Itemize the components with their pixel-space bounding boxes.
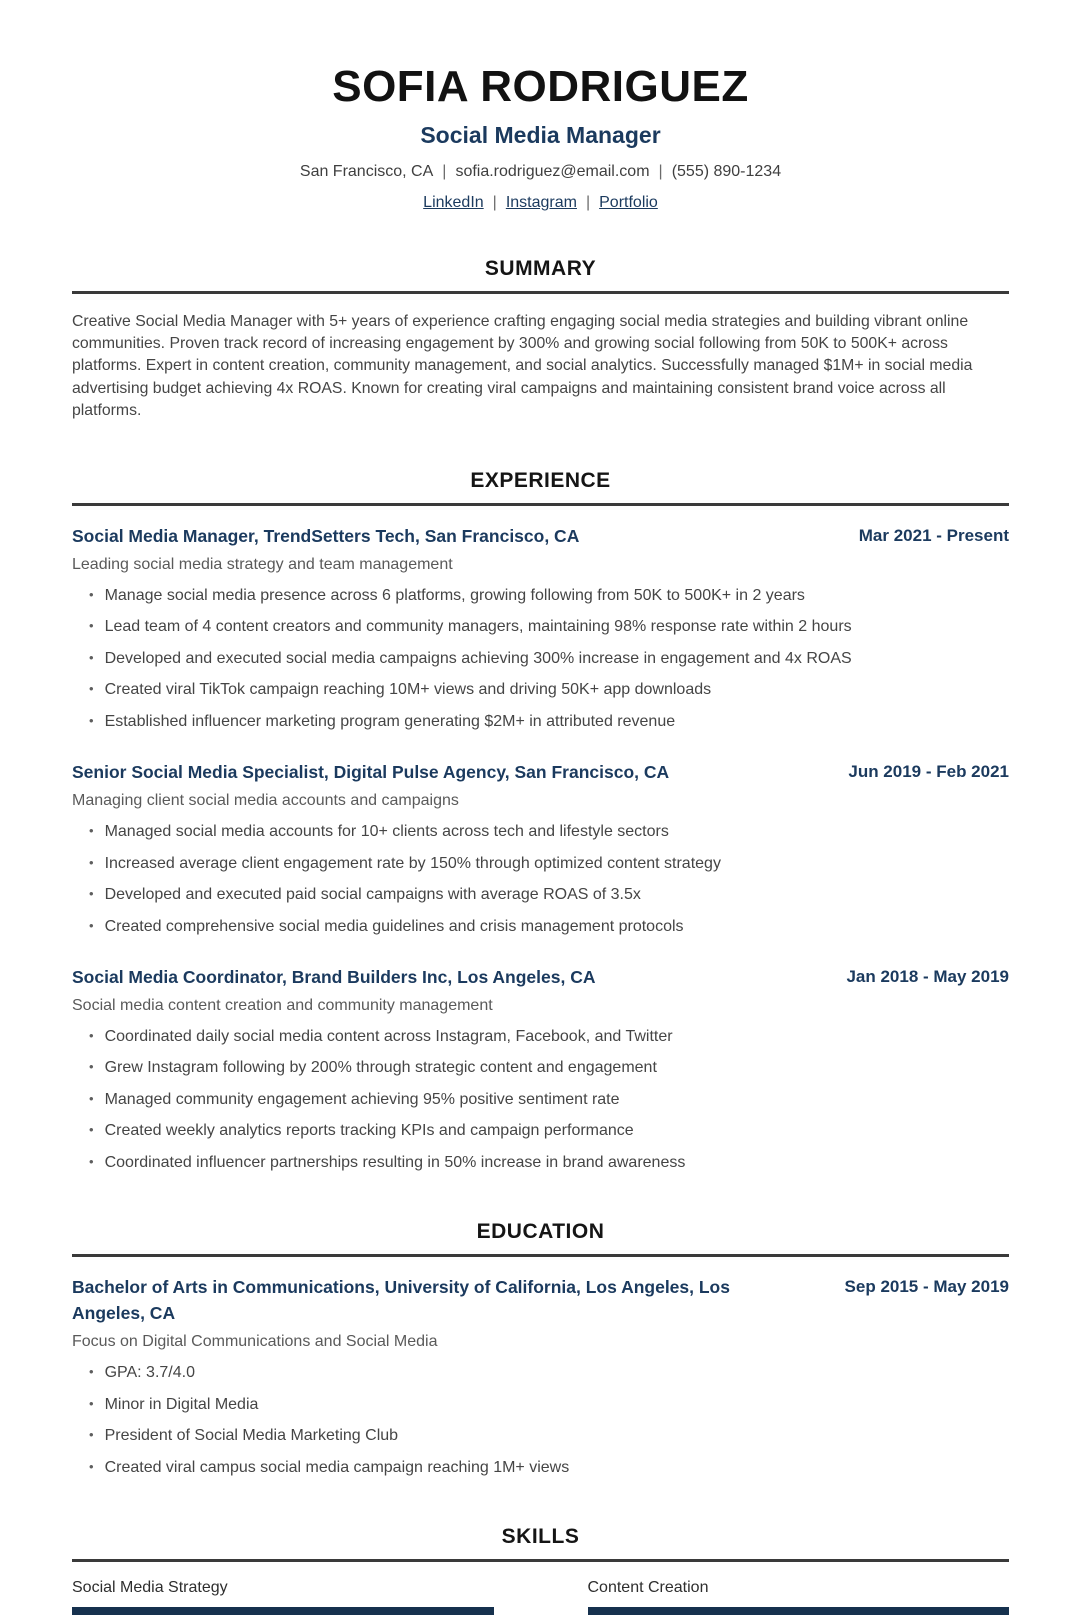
job-entry-subtitle: Leading social media strategy and team management	[72, 555, 453, 573]
bullet-icon: •	[89, 618, 94, 634]
bullet-text: Created weekly analytics reports tracking KPIs and campaign performance	[104, 1122, 634, 1140]
bullet-item	[89, 1395, 1009, 1415]
bullet-item	[89, 1458, 1009, 1478]
link-separator: |	[585, 194, 591, 212]
summary-text: Creative Social Media Manager with 5+ years of experience crafting engaging social media strategies and building vibrant online communities. Proven track record of increasing engagement by 300% and growing social following from 50K to 500K+ across platforms. Expert in content creation, community management, and social analytics. Successfully managed $1M+ in social media advertising budget achieving 4x ROAS. Known for creating viral campaigns and maintaining consistent brand voice across all platforms.	[72, 313, 973, 419]
bullet-icon: •	[89, 586, 94, 602]
bullet-icon: •	[89, 854, 94, 870]
experience-heading: EXPERIENCE	[470, 468, 611, 492]
person-job-title: Social Media Manager	[420, 122, 661, 149]
bullet-text: Lead team of 4 content creators and community managers, maintaining 98% response rate within 2 hours	[104, 618, 852, 636]
section-experience	[72, 469, 1009, 1173]
job-bullet-list	[72, 1027, 1009, 1173]
bullet-icon: •	[89, 712, 94, 728]
bullet-item	[89, 1090, 1009, 1110]
section-divider	[72, 1559, 1009, 1562]
education-entry-subtitle: Focus on Digital Communications and Social Media	[72, 1333, 438, 1351]
bullet-text: President of Social Media Marketing Club	[104, 1427, 399, 1445]
bullet-item	[89, 1363, 1009, 1383]
experience-entries	[72, 523, 1009, 1173]
bullet-item	[89, 1121, 1009, 1141]
education-entry	[72, 1274, 1009, 1478]
bullet-text: Grew Instagram following by 200% through strategic content and engagement	[104, 1059, 657, 1077]
contact-location: San Francisco, CA	[299, 163, 434, 181]
skills-heading: SKILLS	[501, 1524, 580, 1548]
section-skills	[72, 1525, 1009, 1615]
bullet-icon: •	[89, 649, 94, 665]
bullet-item	[89, 1027, 1009, 1047]
bullet-text: Minor in Digital Media	[104, 1395, 259, 1413]
bullet-icon: •	[89, 917, 94, 933]
bullet-text: Coordinated influencer partnerships resulting in 50% increase in brand awareness	[104, 1153, 686, 1171]
bullet-icon: •	[89, 1395, 94, 1411]
job-entry	[72, 964, 1009, 1173]
bullet-item	[89, 712, 1009, 732]
contact-separator: |	[658, 163, 663, 181]
bullet-item	[89, 649, 1009, 669]
link-instagram[interactable]: Instagram	[505, 194, 577, 212]
bullet-text: Coordinated daily social media content across Instagram, Facebook, and Twitter	[104, 1027, 673, 1045]
job-entry-date: Jan 2018 - May 2019	[846, 966, 1009, 986]
bullet-icon: •	[89, 1122, 94, 1138]
bullet-item	[89, 1058, 1009, 1078]
skills-grid	[72, 1579, 1009, 1615]
education-entry-date: Sep 2015 - May 2019	[844, 1276, 1009, 1296]
job-entry-header	[72, 523, 1009, 549]
education-entry-title: Bachelor of Arts in Communications, University of California, Los Angeles, Los Angeles, CA	[72, 1276, 730, 1324]
skill-label: Social Media Strategy	[72, 1578, 228, 1596]
skill-item	[72, 1579, 494, 1615]
bullet-icon: •	[89, 681, 94, 697]
bullet-text: Developed and executed paid social campaigns with average ROAS of 3.5x	[104, 886, 641, 904]
bullet-icon: •	[89, 1090, 94, 1106]
bullet-icon: •	[89, 1027, 94, 1043]
bullet-text: Created comprehensive social media guidelines and crisis management protocols	[104, 917, 684, 935]
education-entries	[72, 1274, 1009, 1478]
person-name: SOFIA RODRIGUEZ	[332, 62, 749, 111]
bullet-text: Managed social media accounts for 10+ clients across tech and lifestyle sectors	[104, 823, 669, 841]
bullet-item	[89, 917, 1009, 937]
bullet-icon: •	[89, 1153, 94, 1169]
bullet-icon: •	[89, 1364, 94, 1380]
bullet-text: Created viral campus social media campaign reaching 1M+ views	[104, 1458, 570, 1476]
bullet-text: Managed community engagement achieving 95% positive sentiment rate	[104, 1090, 620, 1108]
link-separator: |	[492, 194, 497, 212]
bullet-item	[89, 822, 1009, 842]
job-bullet-list	[72, 822, 1009, 937]
bullet-text: GPA: 3.7/4.0	[104, 1364, 195, 1382]
skill-level-bar	[72, 1607, 494, 1615]
bullet-item	[89, 617, 1009, 637]
education-bullet-list	[72, 1363, 1009, 1478]
contact-separator: |	[442, 163, 447, 181]
bullet-item	[89, 885, 1009, 905]
bullet-icon: •	[89, 1458, 94, 1474]
social-links	[72, 194, 1009, 212]
bullet-text: Manage social media presence across 6 platforms, growing following from 50K to 500K+ in 2 years	[104, 586, 805, 604]
job-entry-title: Social Media Coordinator, Brand Builders Inc, Los Angeles, CA	[72, 966, 596, 987]
section-divider	[72, 503, 1009, 506]
bullet-text: Increased average client engagement rate by 150% through optimized content strategy	[104, 854, 721, 872]
bullet-icon: •	[89, 1427, 94, 1443]
job-entry-title: Social Media Manager, TrendSetters Tech, San Francisco, CA	[72, 525, 580, 546]
bullet-item	[89, 680, 1009, 700]
bullet-item	[89, 1426, 1009, 1446]
bullet-item	[89, 854, 1009, 874]
bullet-text: Established influencer marketing program generating $2M+ in attributed revenue	[104, 712, 676, 730]
resume-header	[72, 64, 1009, 212]
job-entry-subtitle: Social media content creation and community management	[72, 996, 493, 1014]
job-entry-title: Senior Social Media Specialist, Digital Pulse Agency, San Francisco, CA	[72, 761, 670, 782]
summary-heading: SUMMARY	[484, 257, 597, 281]
education-heading: EDUCATION	[476, 1219, 605, 1243]
link-portfolio[interactable]: Portfolio	[599, 194, 658, 212]
job-bullet-list	[72, 586, 1009, 732]
section-divider	[72, 1254, 1009, 1257]
bullet-item	[89, 1153, 1009, 1173]
job-entry	[72, 759, 1009, 937]
job-entry-header	[72, 759, 1009, 785]
skill-item	[588, 1579, 1010, 1615]
job-entry	[72, 523, 1009, 732]
job-entry-date: Mar 2021 - Present	[858, 525, 1009, 545]
skill-level-bar	[588, 1607, 1010, 1615]
skill-label: Content Creation	[587, 1578, 709, 1596]
job-entry-subtitle: Managing client social media accounts and campaigns	[72, 792, 459, 810]
contact-email: sofia.rodriguez@email.com	[455, 163, 650, 181]
bullet-icon: •	[89, 1059, 94, 1075]
bullet-text: Created viral TikTok campaign reaching 10M+ views and driving 50K+ app downloads	[104, 681, 712, 699]
job-entry-date: Jun 2019 - Feb 2021	[848, 761, 1009, 781]
job-entry-header	[72, 964, 1009, 990]
bullet-icon: •	[89, 886, 94, 902]
contact-phone: (555) 890-1234	[671, 163, 782, 181]
section-divider	[72, 291, 1009, 294]
link-linkedin[interactable]: LinkedIn	[423, 194, 484, 212]
bullet-text: Developed and executed social media campaigns achieving 300% increase in engagement and 4x ROAS	[104, 649, 852, 667]
section-summary	[72, 257, 1009, 422]
bullet-icon: •	[89, 823, 94, 839]
contact-line	[72, 163, 1009, 181]
section-education	[72, 1220, 1009, 1478]
education-entry-header	[72, 1274, 1009, 1327]
bullet-item	[89, 586, 1009, 606]
